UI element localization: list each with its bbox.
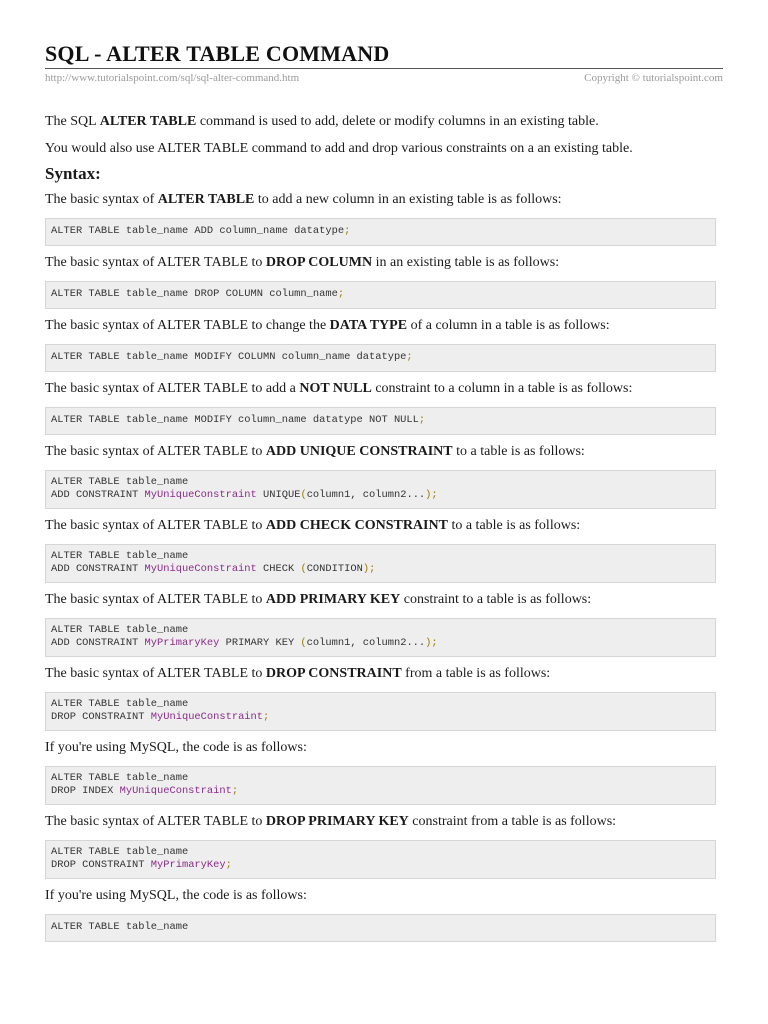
- description-text: to a table is as follows:: [447, 518, 581, 533]
- section-description: [45, 739, 723, 757]
- code-line: ADD CONSTRAINT MyPrimaryKey PRIMARY KEY (column1, column2...);: [51, 637, 438, 649]
- description-text: The basic syntax of ALTER TABLE to change the: [45, 318, 330, 333]
- code-block[interactable]: [45, 218, 716, 246]
- code-block[interactable]: [45, 281, 716, 309]
- code-line: ALTER TABLE table_name MODIFY COLUMN column_name datatype;: [51, 351, 413, 363]
- description-text: constraint to a table is as follows:: [400, 592, 592, 607]
- code-line: ALTER TABLE table_name DROP COLUMN column_name;: [51, 288, 345, 300]
- syntax-section: [45, 887, 723, 942]
- description-text: The basic syntax of ALTER TABLE to: [45, 444, 266, 459]
- intro-paragraph-1: [45, 113, 723, 131]
- description-text: of a column in a table is as follows:: [407, 318, 610, 333]
- page-title: SQL - ALTER TABLE COMMAND: [45, 41, 390, 66]
- code-block[interactable]: [45, 470, 716, 509]
- syntax-section: [45, 443, 723, 509]
- description-text: The basic syntax of ALTER TABLE to: [45, 814, 266, 829]
- description-text: The basic syntax of: [45, 192, 158, 207]
- syntax-section: [45, 813, 723, 879]
- section-description: [45, 380, 723, 398]
- description-text: in an existing table is as follows:: [372, 255, 560, 270]
- description-bold: ALTER TABLE: [157, 192, 255, 207]
- intro-paragraph-2: You would also use ALTER TABLE command to add and drop various constraints on a an existing table.: [45, 141, 633, 156]
- description-text: The basic syntax of ALTER TABLE to: [45, 592, 266, 607]
- description-text: The basic syntax of ALTER TABLE to: [45, 255, 266, 270]
- section-description: [45, 254, 723, 272]
- document-page: [45, 0, 723, 1024]
- code-line: ALTER TABLE table_name: [51, 846, 189, 858]
- description-text: The basic syntax of ALTER TABLE to add a: [45, 381, 300, 396]
- code-line: ALTER TABLE table_name: [51, 921, 189, 933]
- syntax-section: [45, 317, 723, 372]
- code-line: ALTER TABLE table_name: [51, 772, 189, 784]
- code-block[interactable]: [45, 407, 716, 435]
- description-text: The basic syntax of ALTER TABLE to: [45, 666, 266, 681]
- code-line: ALTER TABLE table_name: [51, 624, 189, 636]
- code-block[interactable]: [45, 914, 716, 942]
- syntax-section: [45, 665, 723, 731]
- code-line: ALTER TABLE table_name: [51, 550, 189, 562]
- syntax-section: [45, 739, 723, 805]
- section-description: [45, 887, 723, 905]
- description-text: constraint to a column in a table is as follows:: [371, 381, 633, 396]
- section-description: [45, 517, 723, 535]
- syntax-section: [45, 191, 723, 246]
- section-description: [45, 317, 723, 335]
- code-block[interactable]: [45, 692, 716, 731]
- code-line: ALTER TABLE table_name: [51, 476, 189, 488]
- description-text: to a table is as follows:: [452, 444, 585, 459]
- syntax-section: [45, 591, 723, 657]
- description-text: to add a new column in an existing table is as follows:: [254, 192, 562, 207]
- code-block[interactable]: [45, 766, 716, 805]
- syntax-section: [45, 254, 723, 309]
- description-bold: DROP COLUMN: [265, 255, 373, 270]
- code-block[interactable]: [45, 618, 716, 657]
- code-line: DROP INDEX MyUniqueConstraint;: [51, 785, 239, 797]
- description-text: The basic syntax of ALTER TABLE to: [45, 518, 266, 533]
- description-text: constraint from a table is as follows:: [408, 814, 617, 829]
- copyright-notice: Copyright © tutorialspoint.com: [584, 72, 723, 84]
- syntax-section: [45, 380, 723, 435]
- description-bold: DROP CONSTRAINT: [265, 666, 402, 681]
- description-text: If you're using MySQL, the code is as follows:: [45, 888, 307, 903]
- description-bold: ADD CHECK CONSTRAINT: [265, 518, 448, 533]
- code-line: DROP CONSTRAINT MyUniqueConstraint;: [51, 711, 270, 723]
- code-line: ADD CONSTRAINT MyUniqueConstraint CHECK (CONDITION);: [51, 563, 376, 575]
- code-block[interactable]: [45, 544, 716, 583]
- code-line: ALTER TABLE table_name ADD column_name datatype;: [51, 225, 351, 237]
- section-description: [45, 665, 723, 683]
- code-line: ALTER TABLE table_name MODIFY column_name datatype NOT NULL;: [51, 414, 426, 426]
- section-description: [45, 191, 723, 209]
- description-text: from a table is as follows:: [401, 666, 551, 681]
- section-description: [45, 443, 723, 461]
- source-url: http://www.tutorialspoint.com/sql/sql-alter-command.htm: [45, 72, 300, 84]
- description-text: If you're using MySQL, the code is as follows:: [45, 740, 307, 755]
- intro-text: The SQL: [45, 114, 100, 129]
- code-block[interactable]: [45, 840, 716, 879]
- syntax-heading: Syntax:: [45, 164, 101, 183]
- code-line: ADD CONSTRAINT MyUniqueConstraint UNIQUE(column1, column2...);: [51, 489, 438, 501]
- section-description: [45, 591, 723, 609]
- description-bold: NOT NULL: [299, 381, 372, 396]
- description-bold: DATA TYPE: [329, 318, 408, 333]
- code-line: ALTER TABLE table_name: [51, 698, 189, 710]
- syntax-sections: [45, 191, 723, 942]
- section-description: [45, 813, 723, 831]
- article-body: [45, 113, 723, 950]
- syntax-section: [45, 517, 723, 583]
- code-line: DROP CONSTRAINT MyPrimaryKey;: [51, 859, 232, 871]
- intro-text: command is used to add, delete or modify columns in an existing table.: [196, 114, 599, 129]
- description-bold: ADD PRIMARY KEY: [265, 592, 401, 607]
- code-block[interactable]: [45, 344, 716, 372]
- description-bold: ADD UNIQUE CONSTRAINT: [265, 444, 453, 459]
- description-bold: DROP PRIMARY KEY: [265, 814, 409, 829]
- intro-bold: ALTER TABLE: [99, 114, 197, 129]
- title-rule: [45, 68, 723, 69]
